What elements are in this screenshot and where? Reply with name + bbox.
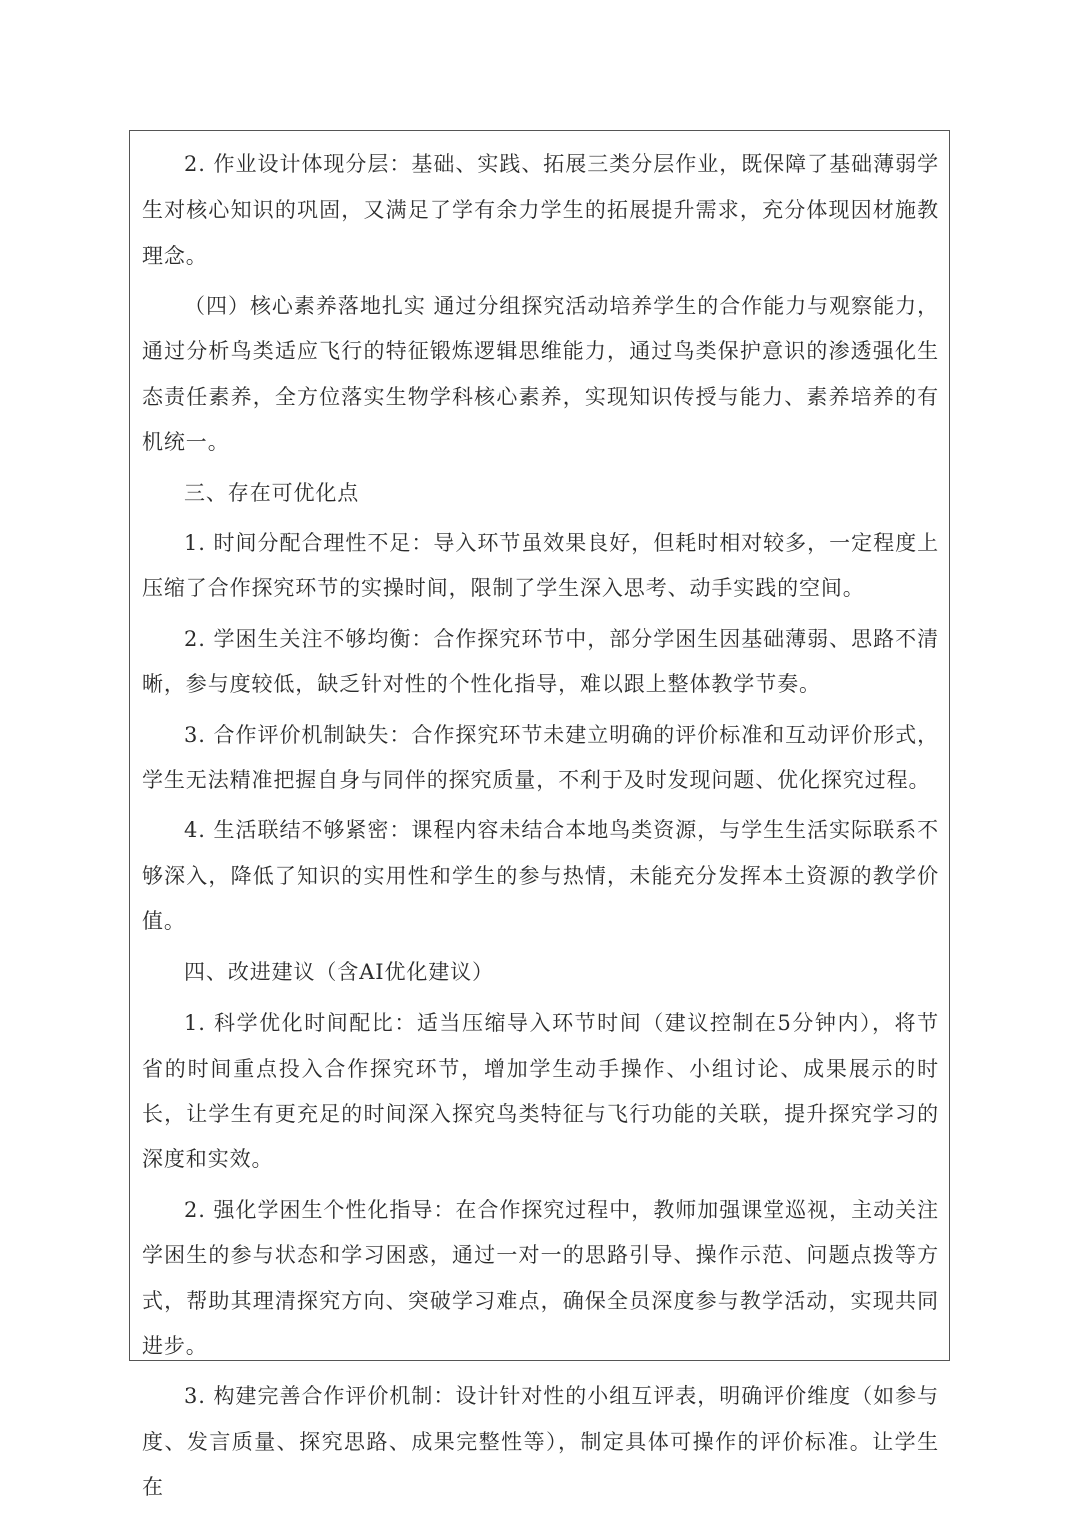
paragraph-evaluation-system: 3. 构建完善合作评价机制：设计针对性的小组互评表，明确评价维度（如参与度、发言质量、探究思路、成果完整性等），制定具体可操作的评价标准。让学生在 xyxy=(142,1384,939,1500)
section-heading-improvement-suggestions: 四、改进建议（含AI优化建议） xyxy=(184,959,494,984)
paragraph-optimize-time: 1. 科学优化时间配比：适当压缩导入环节时间（建议控制在5分钟内），将节省的时间重点投入合作探究环节，增加学生动手操作、小组讨论、成果展示的时长，让学生有更充足的时间深入探究鸟类特征与飞行功能的关联，提升探究学习的深度和实效。 xyxy=(142,1011,939,1172)
paragraph-struggling-students: 2. 学困生关注不够均衡：合作探究环节中，部分学困生因基础薄弱、思路不清晰，参与度较低，缺乏针对性的个性化指导，难以跟上整体教学节奏。 xyxy=(142,626,939,697)
paragraph-life-connection: 4. 生活联结不够紧密：课程内容未结合本地鸟类资源，与学生生活实际联系不够深入，降低了知识的实用性和学生的参与热情，未能充分发挥本土资源的教学价值。 xyxy=(142,818,939,934)
document-table-cell xyxy=(129,130,950,1500)
paragraph-evaluation-mechanism: 3. 合作评价机制缺失：合作探究环节未建立明确的评价标准和互动评价形式，学生无法精准把握自身与同伴的探究质量，不利于及时发现问题、优化探究过程。 xyxy=(142,722,939,793)
paragraph-individual-guidance: 2. 强化学困生个性化指导：在合作探究过程中，教师加强课堂巡视，主动关注学困生的参与状态和学习困惑，通过一对一的思路引导、操作示范、问题点拨等方式，帮助其理清探究方向、突破学习难点，确保全员深度参与教学活动，实现共同进步。 xyxy=(142,1197,939,1358)
section-heading-optimization-points: 三、存在可优化点 xyxy=(184,480,360,505)
paragraph-time-allocation: 1. 时间分配合理性不足：导入环节虽效果良好，但耗时相对较多，一定程度上压缩了合作探究环节的实操时间，限制了学生深入思考、动手实践的空间。 xyxy=(142,531,939,601)
document-body xyxy=(142,141,939,1511)
paragraph-homework-layered: 2. 作业设计体现分层：基础、实践、拓展三类分层作业，既保障了基础薄弱学生对核心知识的巩固，又满足了学有余力学生的拓展提升需求，充分体现因材施教理念。 xyxy=(142,152,939,268)
paragraph-core-literacy: （四）核心素养落地扎实 通过分组探究活动培养学生的合作能力与观察能力，通过分析鸟类适应飞行的特征锻炼逻辑思维能力，通过鸟类保护意识的渗透强化生态责任素养，全方位落实生物学科核心素养，实现知识传授与能力、素养培养的有机统一。 xyxy=(142,294,939,455)
